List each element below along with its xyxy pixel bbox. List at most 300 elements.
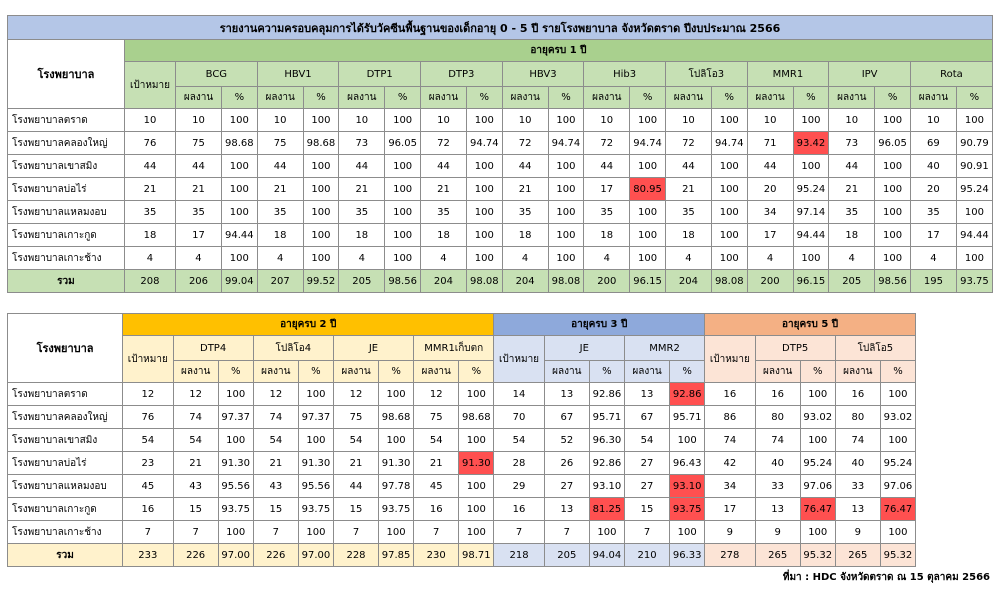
result-cell: 44 [339,155,385,178]
percent-cell: 100 [956,247,992,270]
result-cell: 44 [584,155,630,178]
result-cell: 74 [755,429,800,452]
result-subheader: ผลงาน [755,361,800,383]
result-cell: 44 [665,155,711,178]
percent-cell: 100 [548,178,584,201]
target-cell: 16 [494,498,544,521]
vaccine-row [8,62,993,87]
result-cell: 7 [414,521,459,544]
percent-cell: 100 [800,521,835,544]
result-cell: 21 [665,178,711,201]
percent-cell: 90.91 [956,155,992,178]
percent-cell: 100 [956,201,992,224]
table-row [8,383,916,406]
target-header: เป้าหมาย [124,62,175,109]
percent-subheader: % [875,87,911,109]
percent-cell: 100 [880,429,915,452]
result-cell: 4 [257,247,303,270]
percent-cell: 100 [466,155,502,178]
result-cell: 16 [414,498,459,521]
result-cell: 13 [544,383,589,406]
percent-cell: 100 [711,247,747,270]
percent-cell: 100 [303,178,339,201]
result-cell: 80 [835,406,880,429]
result-cell: 18 [421,224,467,247]
result-cell: 7 [253,521,298,544]
result-cell: 10 [502,109,548,132]
result-cell: 20 [910,178,956,201]
result-cell: 9 [755,521,800,544]
hospital-name: โรงพยาบาลเขาสมิง [8,429,123,452]
result-cell: 72 [421,132,467,155]
result-cell: 18 [584,224,630,247]
total-percent: 97.00 [218,544,253,567]
percent-cell: 100 [303,224,339,247]
result-cell: 7 [333,521,378,544]
result-cell: 15 [333,498,378,521]
vaccine-header: โปลิโอ5 [835,336,915,361]
result-cell: 10 [257,109,303,132]
result-cell: 44 [333,475,378,498]
table-row [8,132,993,155]
percent-cell: 100 [298,383,333,406]
percent-cell: 100 [711,178,747,201]
vaccine-header: MMR1 [747,62,829,87]
target-cell: 34 [705,475,755,498]
result-cell: 40 [835,452,880,475]
percent-cell: 95.56 [298,475,333,498]
result-subheader: ผลงาน [502,87,548,109]
result-cell: 15 [173,498,218,521]
percent-cell: 100 [875,178,911,201]
result-cell: 17 [910,224,956,247]
target-cell: 29 [494,475,544,498]
result-subheader: ผลงาน [544,361,589,383]
hospital-name: โรงพยาบาลบ่อไร่ [8,178,125,201]
vaccine-header: BCG [176,62,258,87]
total-result: 228 [333,544,378,567]
vaccine-header: JE [544,336,624,361]
result-cell: 9 [835,521,880,544]
vaccine-header: โปลิโอ4 [253,336,333,361]
percent-subheader: % [793,87,829,109]
percent-cell: 94.44 [221,224,257,247]
target-cell: 74 [705,429,755,452]
total-target: 278 [705,544,755,567]
result-subheader: ผลงาน [835,361,880,383]
total-result: 210 [624,544,669,567]
result-cell: 43 [173,475,218,498]
percent-cell: 100 [711,201,747,224]
result-subheader: ผลงาน [173,361,218,383]
result-cell: 27 [624,475,669,498]
percent-cell: 100 [221,247,257,270]
table-row [8,155,993,178]
age-group-header: อายุครบ 1 ปี [124,40,992,62]
age-group-header: อายุครบ 5 ปี [705,314,916,336]
result-cell: 12 [253,383,298,406]
target-cell: 16 [705,383,755,406]
vaccine-header: Rota [910,62,992,87]
result-cell: 18 [829,224,875,247]
percent-cell: 91.30 [218,452,253,475]
percent-cell: 100 [379,521,414,544]
percent-cell: 100 [466,201,502,224]
percent-cell: 100 [459,475,494,498]
result-cell: 18 [665,224,711,247]
result-cell: 21 [421,178,467,201]
percent-subheader: % [303,87,339,109]
percent-cell: 95.24 [800,452,835,475]
total-result: 200 [747,270,793,293]
result-cell: 35 [502,201,548,224]
result-cell: 13 [835,498,880,521]
result-cell: 27 [624,452,669,475]
percent-cell: 100 [956,109,992,132]
percent-cell: 100 [385,224,421,247]
percent-cell: 100 [875,201,911,224]
percent-cell: 92.86 [670,383,705,406]
result-cell: 35 [910,201,956,224]
total-result: 265 [835,544,880,567]
hospital-name: โรงพยาบาลเกาะกูด [8,498,123,521]
percent-cell: 100 [221,109,257,132]
percent-cell: 100 [793,155,829,178]
result-cell: 4 [910,247,956,270]
result-cell: 17 [584,178,630,201]
percent-subheader: % [670,361,705,383]
vaccine-header: MMR2 [624,336,704,361]
total-result: 265 [755,544,800,567]
target-cell: 23 [123,452,173,475]
result-cell: 69 [910,132,956,155]
result-cell: 21 [253,452,298,475]
percent-subheader: % [379,361,414,383]
result-cell: 72 [584,132,630,155]
result-cell: 7 [544,521,589,544]
vaccine-header: HBV1 [257,62,339,87]
result-cell: 4 [584,247,630,270]
result-cell: 75 [333,406,378,429]
total-percent: 94.04 [589,544,624,567]
result-subheader: ผลงาน [584,87,630,109]
hospital-name: โรงพยาบาลคลองใหญ่ [8,132,125,155]
percent-cell: 93.75 [379,498,414,521]
table-row [8,498,916,521]
percent-cell: 94.74 [630,132,666,155]
percent-subheader: % [711,87,747,109]
table-row [8,406,916,429]
total-percent: 97.85 [379,544,414,567]
total-result: 205 [829,270,875,293]
target-cell: 18 [124,224,175,247]
percent-cell: 94.44 [956,224,992,247]
result-cell: 44 [829,155,875,178]
target-cell: 7 [123,521,173,544]
result-cell: 44 [176,155,222,178]
percent-cell: 100 [548,155,584,178]
target-cell: 28 [494,452,544,475]
percent-cell: 100 [875,224,911,247]
table-row [8,247,993,270]
result-cell: 12 [333,383,378,406]
target-header: เป้าหมาย [123,336,173,383]
vaccine-header: DTP5 [755,336,835,361]
percent-cell: 100 [466,224,502,247]
percent-cell: 100 [459,429,494,452]
percent-cell: 76.47 [800,498,835,521]
target-cell: 42 [705,452,755,475]
total-result: 205 [544,544,589,567]
vaccine-header: DTP1 [339,62,421,87]
total-percent: 97.00 [298,544,333,567]
percent-cell: 94.74 [711,132,747,155]
result-subheader: ผลงาน [829,87,875,109]
result-cell: 35 [421,201,467,224]
total-result: 226 [253,544,298,567]
percent-cell: 100 [880,521,915,544]
target-cell: 10 [124,109,175,132]
result-subheader: ผลงาน [257,87,303,109]
target-cell: 45 [123,475,173,498]
percent-cell: 93.75 [670,498,705,521]
percent-cell: 81.25 [589,498,624,521]
percent-cell: 100 [218,521,253,544]
percent-cell: 98.68 [379,406,414,429]
result-cell: 10 [747,109,793,132]
result-cell: 17 [176,224,222,247]
percent-cell: 100 [298,521,333,544]
age-row [8,40,993,62]
result-cell: 52 [544,429,589,452]
target-cell: 16 [123,498,173,521]
total-result: 206 [176,270,222,293]
target-cell: 21 [124,178,175,201]
percent-cell: 100 [548,109,584,132]
percent-cell: 94.74 [548,132,584,155]
percent-cell: 100 [875,155,911,178]
target-cell: 70 [494,406,544,429]
result-cell: 54 [333,429,378,452]
percent-subheader: % [630,87,666,109]
table-row [8,178,993,201]
result-cell: 54 [414,429,459,452]
total-result: 226 [173,544,218,567]
target-cell: 54 [123,429,173,452]
percent-cell: 100 [800,383,835,406]
result-cell: 21 [339,178,385,201]
result-cell: 43 [253,475,298,498]
total-percent: 93.75 [956,270,992,293]
table-row [8,521,916,544]
result-cell: 10 [910,109,956,132]
result-cell: 74 [173,406,218,429]
vaccine-header: DTP4 [173,336,253,361]
percent-cell: 100 [385,247,421,270]
result-cell: 35 [257,201,303,224]
percent-cell: 100 [711,109,747,132]
percent-cell: 96.43 [670,452,705,475]
total-target: 208 [124,270,175,293]
percent-cell: 96.05 [385,132,421,155]
result-cell: 21 [502,178,548,201]
result-cell: 54 [624,429,669,452]
result-subheader: ผลงาน [421,87,467,109]
total-result: 230 [414,544,459,567]
total-result: 204 [421,270,467,293]
result-cell: 44 [421,155,467,178]
target-cell: 76 [123,406,173,429]
total-percent: 95.32 [880,544,915,567]
total-result: 204 [502,270,548,293]
total-result: 200 [584,270,630,293]
percent-cell: 93.10 [670,475,705,498]
result-subheader: ผลงาน [333,361,378,383]
result-cell: 16 [835,383,880,406]
result-cell: 7 [624,521,669,544]
percent-cell: 100 [466,247,502,270]
percent-cell: 100 [379,383,414,406]
total-percent: 98.08 [548,270,584,293]
percent-cell: 100 [385,109,421,132]
result-cell: 54 [173,429,218,452]
percent-cell: 100 [875,247,911,270]
result-subheader: ผลงาน [665,87,711,109]
target-cell: 12 [123,383,173,406]
percent-cell: 93.02 [800,406,835,429]
percent-cell: 95.24 [793,178,829,201]
percent-subheader: % [298,361,333,383]
total-percent: 99.04 [221,270,257,293]
total-percent: 95.32 [800,544,835,567]
percent-subheader: % [218,361,253,383]
percent-cell: 100 [459,521,494,544]
result-cell: 10 [665,109,711,132]
target-cell: 44 [124,155,175,178]
result-cell: 67 [544,406,589,429]
percent-cell: 100 [670,521,705,544]
total-target: 218 [494,544,544,567]
percent-cell: 100 [711,224,747,247]
percent-cell: 100 [303,155,339,178]
result-cell: 4 [747,247,793,270]
result-cell: 21 [414,452,459,475]
coverage-table-age-2-3-5 [7,313,916,567]
percent-cell: 95.24 [956,178,992,201]
percent-cell: 100 [711,155,747,178]
hospital-header: โรงพยาบาล [8,40,125,109]
percent-cell: 100 [880,383,915,406]
result-cell: 7 [173,521,218,544]
percent-cell: 100 [303,201,339,224]
result-subheader: ผลงาน [339,87,385,109]
result-cell: 21 [829,178,875,201]
result-cell: 74 [835,429,880,452]
result-cell: 15 [624,498,669,521]
percent-cell: 90.79 [956,132,992,155]
percent-cell: 100 [589,521,624,544]
percent-cell: 92.86 [589,452,624,475]
percent-cell: 100 [630,155,666,178]
table-row [8,224,993,247]
total-percent: 98.56 [385,270,421,293]
percent-cell: 100 [630,201,666,224]
result-cell: 12 [414,383,459,406]
result-cell: 44 [257,155,303,178]
percent-cell: 96.05 [875,132,911,155]
result-cell: 75 [414,406,459,429]
percent-cell: 97.37 [218,406,253,429]
table-row [8,452,916,475]
result-cell: 75 [257,132,303,155]
age-row [8,314,916,336]
result-cell: 10 [829,109,875,132]
result-cell: 35 [176,201,222,224]
hospital-header: โรงพยาบาล [8,314,123,383]
total-result: 207 [257,270,303,293]
percent-cell: 100 [218,383,253,406]
percent-cell: 97.78 [379,475,414,498]
percent-cell: 100 [670,429,705,452]
total-percent: 98.71 [459,544,494,567]
vaccine-header: MMR1เก็บตก [414,336,494,361]
result-cell: 21 [173,452,218,475]
percent-cell: 100 [221,178,257,201]
target-cell: 9 [705,521,755,544]
result-cell: 26 [544,452,589,475]
hospital-name: โรงพยาบาลเกาะกูด [8,224,125,247]
percent-cell: 80.95 [630,178,666,201]
vaccine-header: Hib3 [584,62,666,87]
hospital-name: โรงพยาบาลแหลมงอบ [8,201,125,224]
vaccine-header: JE [333,336,413,361]
percent-cell: 100 [385,201,421,224]
percent-cell: 93.42 [793,132,829,155]
result-subheader: ผลงาน [910,87,956,109]
total-percent: 98.08 [466,270,502,293]
total-percent: 96.15 [793,270,829,293]
percent-cell: 97.37 [298,406,333,429]
percent-cell: 94.44 [793,224,829,247]
target-cell: 86 [705,406,755,429]
result-cell: 44 [747,155,793,178]
result-cell: 33 [755,475,800,498]
vaccine-header: HBV3 [502,62,584,87]
source-note: ที่มา : HDC จังหวัดตราด ณ 15 ตุลาคม 2566 [782,572,990,583]
percent-cell: 95.24 [880,452,915,475]
report-title: รายงานความครอบคลุมการได้รับวัคซีนพื้นฐานของเด็กอายุ 0 - 5 ปี รายโรงพยาบาล จังหวัดตราด ปีงบประมาณ 2566 [8,16,993,40]
result-cell: 20 [747,178,793,201]
total-label: รวม [8,544,123,567]
total-percent: 98.08 [711,270,747,293]
result-cell: 4 [829,247,875,270]
target-cell: 54 [494,429,544,452]
result-cell: 35 [584,201,630,224]
percent-cell: 92.86 [589,383,624,406]
total-row [8,270,993,293]
table-row [8,429,916,452]
result-cell: 10 [584,109,630,132]
percent-cell: 91.30 [379,452,414,475]
result-cell: 35 [665,201,711,224]
percent-cell: 100 [800,429,835,452]
result-cell: 18 [339,224,385,247]
percent-cell: 97.06 [880,475,915,498]
result-cell: 54 [253,429,298,452]
result-cell: 74 [253,406,298,429]
total-label: รวม [8,270,125,293]
result-cell: 13 [544,498,589,521]
